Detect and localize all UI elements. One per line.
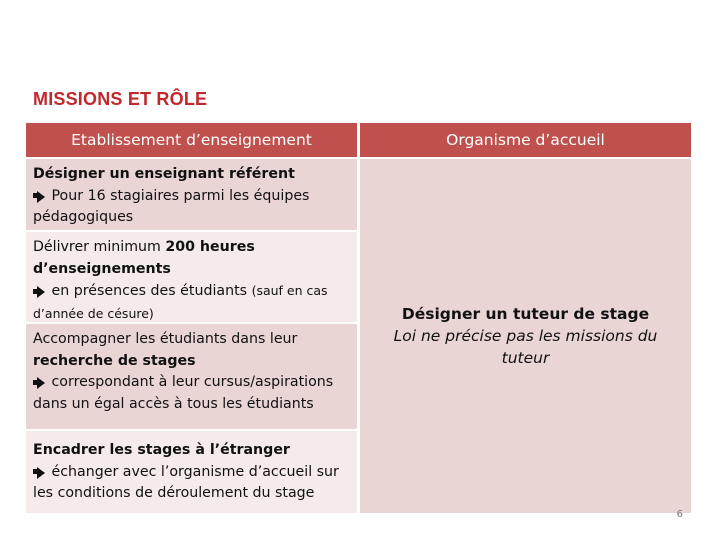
row-recherche-pre: Accompagner les étudiants dans leur [33,331,298,347]
header-etablissement: Etablissement d’enseignement [26,123,357,157]
row-etranger [26,431,357,513]
arrow-right-icon [33,376,47,388]
arrow-right-icon [33,285,47,297]
organisme-cell [360,159,691,513]
row-heures [26,232,357,322]
row-heures-bold: 200 heures d’enseignements [33,239,255,277]
row-heures-note: (sauf en cas d’année de césure) [33,283,328,321]
row-recherche-detail: correspondant à leur cursus/aspirations dans un égal accès à tous les étudiants [33,374,334,412]
row-heures-pre: Délivrer minimum [33,239,166,255]
row-referent-detail: Pour 16 stagiaires parmi les équipes pédagogiques [33,187,310,225]
row-heures-detail: en présences des étudiants [47,283,252,299]
arrow-right-icon [33,466,47,478]
row-recherche [26,324,357,429]
row-referent-title: Désigner un enseignant référent [33,166,295,182]
row-etranger-title: Encadrer les stages à l’étranger [33,442,290,458]
page-number: 6 [676,509,683,520]
missions-table [26,123,691,513]
tuteur-title: Désigner un tuteur de stage [401,305,650,323]
row-recherche-bold: recherche de stages [33,352,196,369]
tuteur-note: Loi ne précise pas les missions du tuteur [393,327,658,367]
row-etranger-detail: échanger avec l’organisme d’accueil sur les conditions de déroulement du stage [33,463,339,501]
row-referent [26,159,357,230]
slide-title: MISSIONS ET RÔLE [33,89,208,109]
arrow-right-icon [33,190,47,202]
header-organisme: Organisme d’accueil [360,123,691,157]
